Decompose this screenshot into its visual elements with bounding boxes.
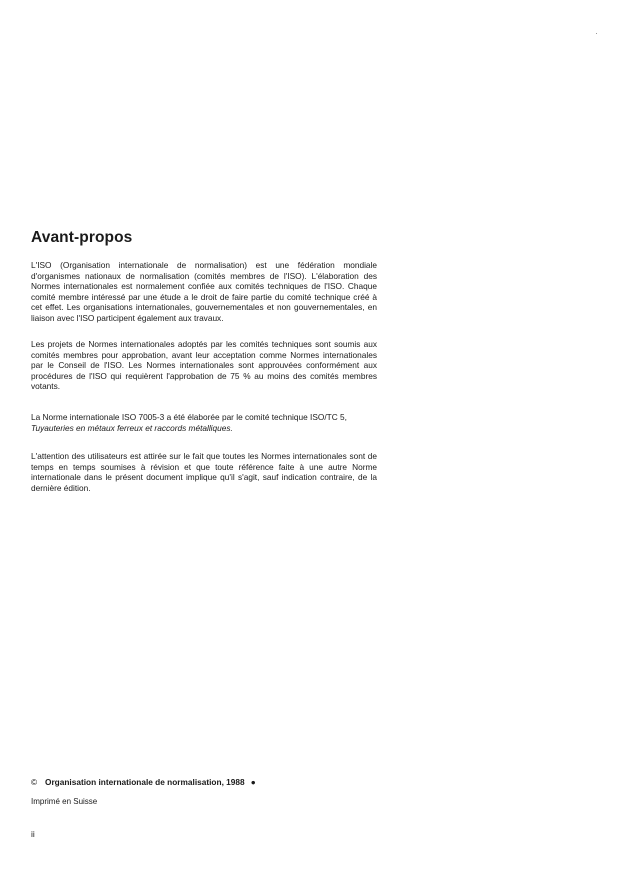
scan-speck <box>596 33 597 34</box>
printed-in: Imprimé en Suisse <box>31 797 98 806</box>
paragraph-committee <box>31 412 377 433</box>
paragraph-revision-notice: L'attention des utilisateurs est attirée sur le fait que toutes les Normes internationales sont de temps en temps soumises à révision et que toute référence faite à une autre Norme internationale dans le présent document implique qu'il s'agit, sauf indication contraire, de la dernière édition. <box>31 451 377 493</box>
bullet-icon: ● <box>250 777 256 787</box>
paragraph-committee-text: La Norme internationale ISO 7005-3 a été élaborée par le comité technique ISO/TC 5, <box>31 412 347 422</box>
page-title: Avant-propos <box>31 229 133 246</box>
committee-title: Tuyauteries en métaux ferreux et raccords métalliques. <box>31 422 233 433</box>
copyright-text: Organisation internationale de normalisation, 1988 <box>45 777 245 787</box>
paragraph-iso-intro: L'ISO (Organisation internationale de normalisation) est une fédération mondiale d'organismes nationaux de normalisation (comités membres de l'ISO). L'élaboration des Normes internationales est normalement confiée aux comités techniques de l'ISO. Chaque comité membre intéressé par une étude a le droit de faire partie du comité technique créé à cet effet. Les organisations internationales, gouvernementales et non gouvernementales, en liaison avec l'ISO participent également aux travaux. <box>31 260 377 323</box>
page-number: ii <box>31 829 35 839</box>
copyright-symbol: © <box>31 777 38 787</box>
paragraph-approval: Les projets de Normes internationales adoptés par les comités techniques sont soumis aux comités membres pour approbation, avant leur acceptation comme Normes internationales par le Conseil de l'ISO. Les Normes internationales sont approuvées conformément aux procédures de l'ISO qui requièrent l'approbation de 75 % au moins des comités membres votants. <box>31 339 377 392</box>
copyright-line <box>31 777 256 787</box>
